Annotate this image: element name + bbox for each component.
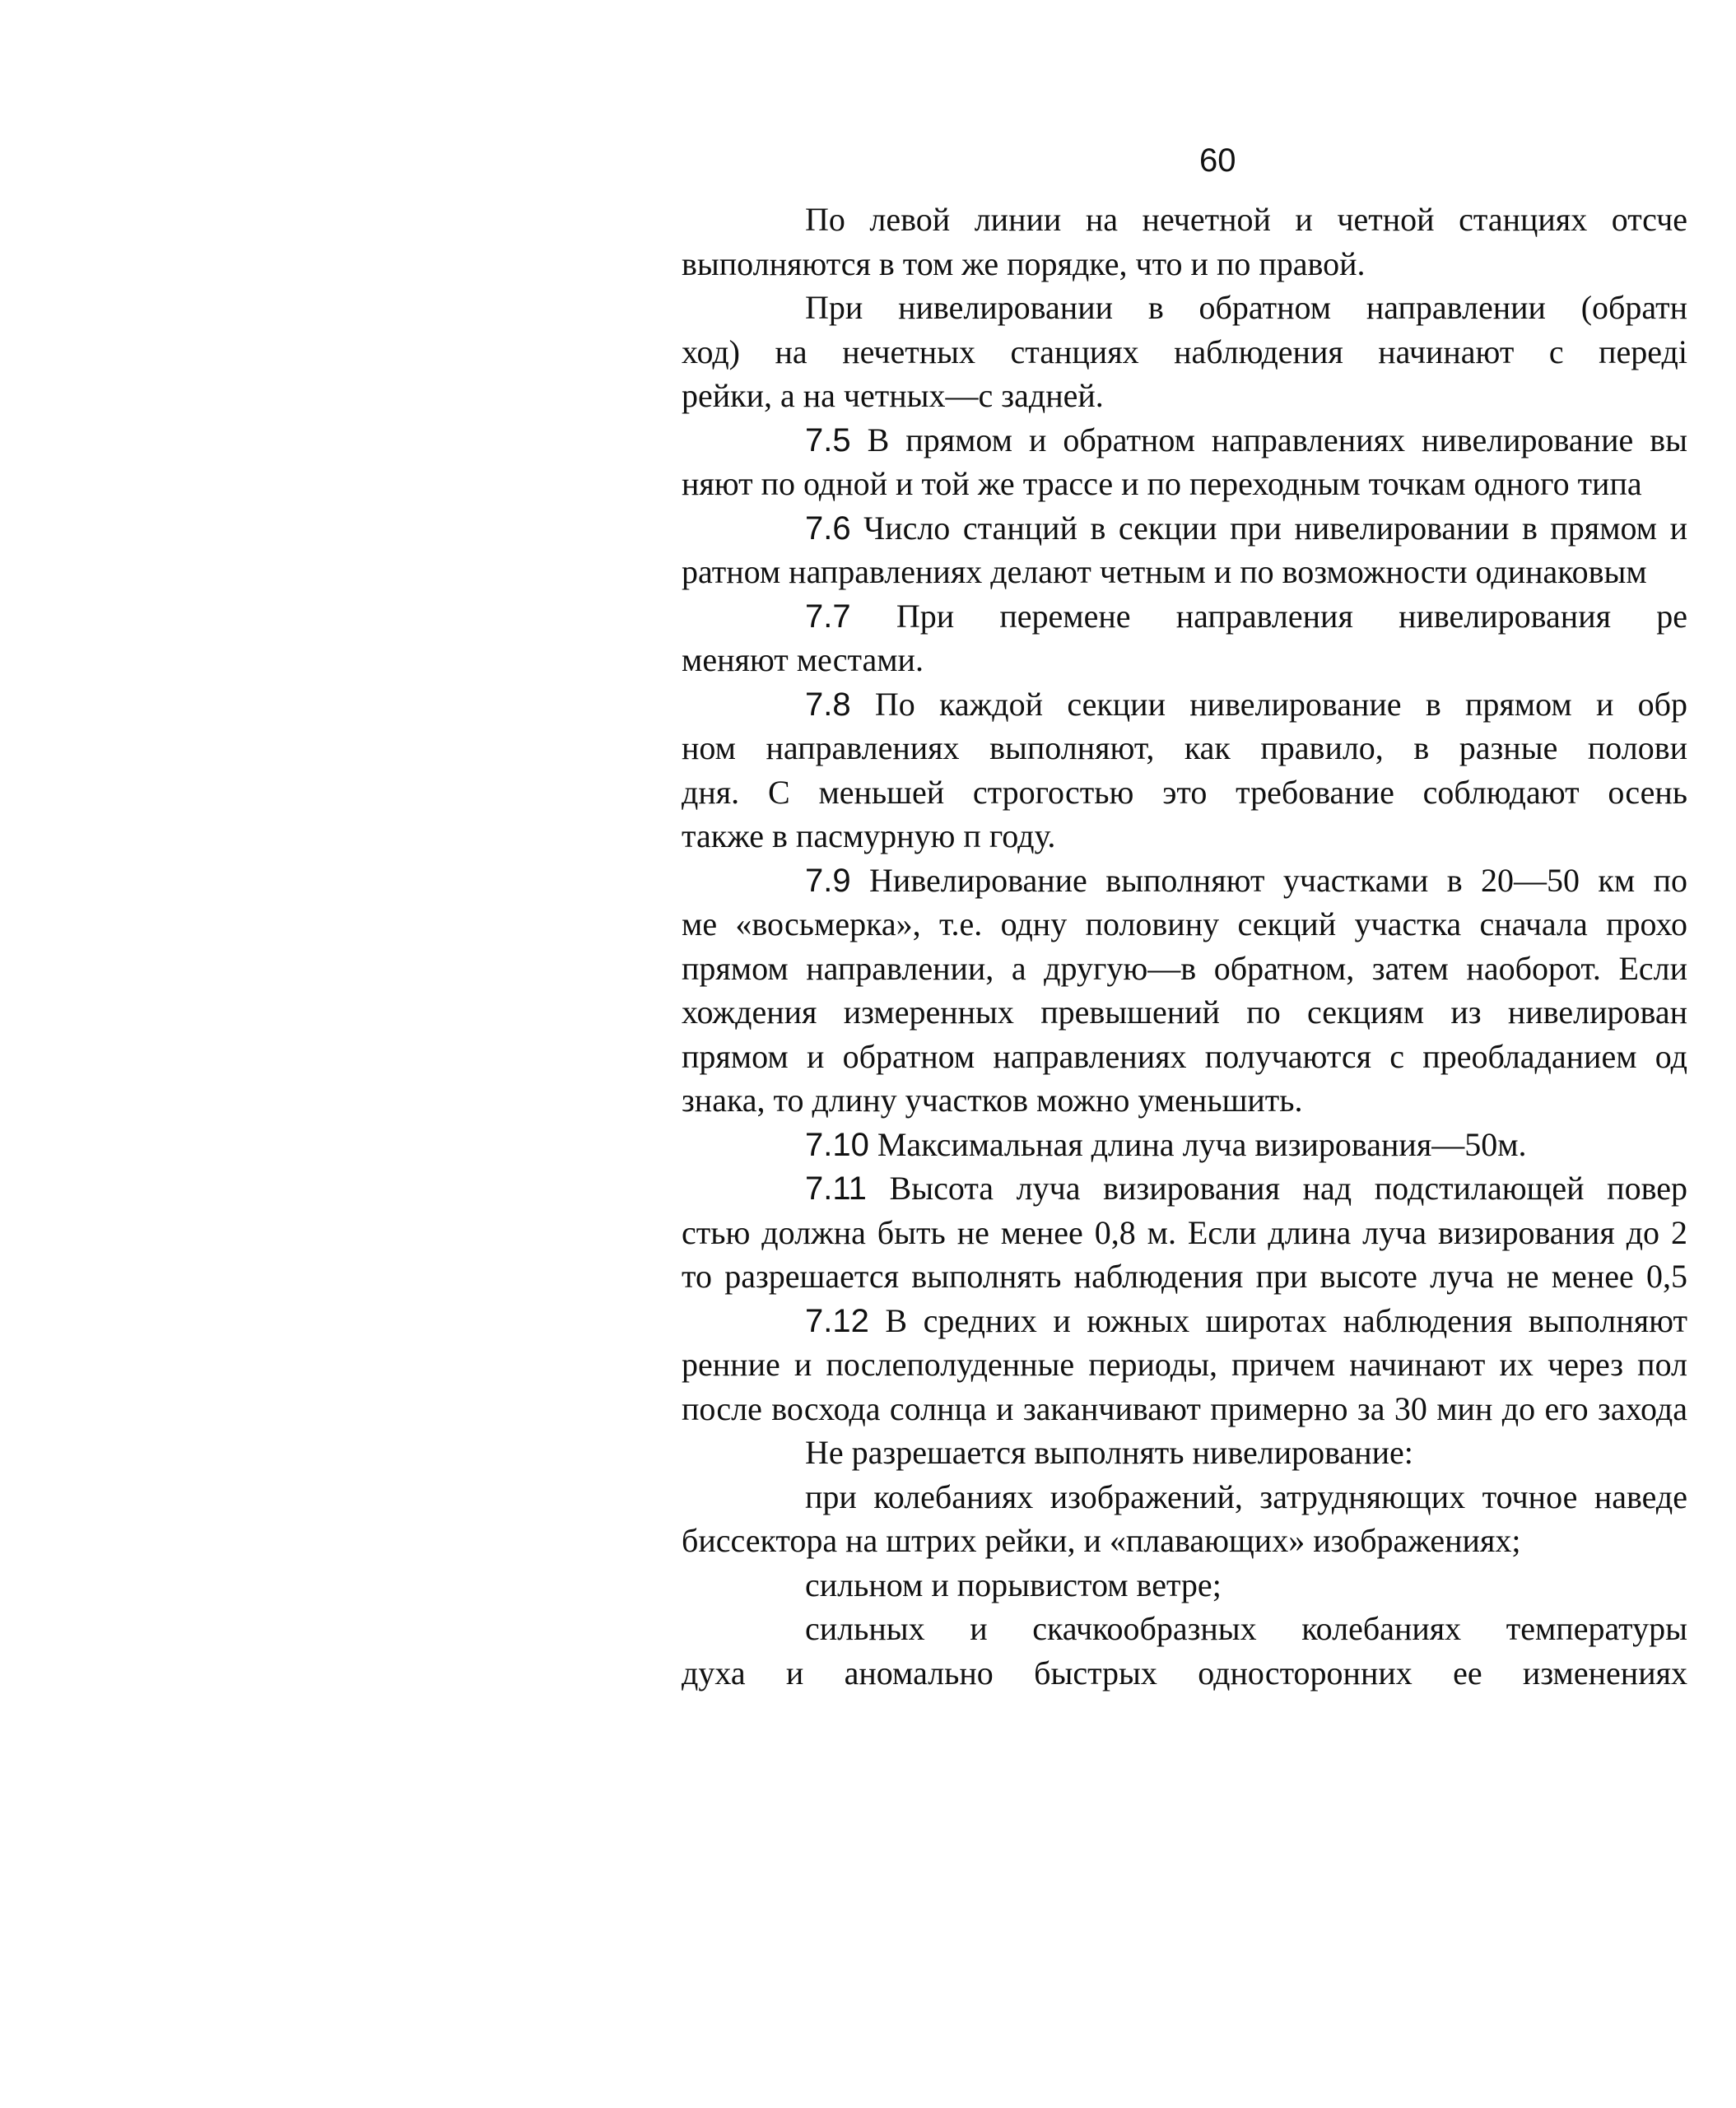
clause-number: 7.11 xyxy=(805,1170,867,1207)
text-line: ратном направлениях делают четным и по возможности одинаковым xyxy=(682,553,1647,590)
clause-number: 7.5 xyxy=(805,421,851,458)
text-line xyxy=(682,1123,1687,1167)
text-line: рейки, а на четных—с задней. xyxy=(682,377,1104,414)
clause-text: Максимальная длина луча визирования—50м. xyxy=(877,1125,1527,1163)
text-line: меняют местами. xyxy=(682,641,924,678)
paragraph-left-line-readings xyxy=(682,198,1687,286)
page-number: 60 xyxy=(1199,142,1236,179)
clause-7-5 xyxy=(682,418,1687,506)
list-item-image-oscillation xyxy=(682,1475,1687,1563)
clause-text: Число станций в секции при нивелировании в прямом и xyxy=(863,509,1687,547)
clause-7-7 xyxy=(682,594,1687,682)
clause-text: По каждой секции нивелирование в прямом и обр xyxy=(874,685,1687,723)
text-line xyxy=(682,1299,1687,1343)
text-line: При нивелировании в обратном направлении (обратн xyxy=(805,289,1687,326)
text-line: биссектора на штрих рейки, и «плавающих» изображениях; xyxy=(682,1522,1521,1559)
text-line: духа и аномально быстрых односторонних ее изменениях xyxy=(682,1654,1687,1692)
paragraph-not-allowed xyxy=(682,1431,1687,1475)
text-line: По левой линии на нечетной и четной станциях отсче xyxy=(805,201,1687,238)
text-line: также в пасмурную п году. xyxy=(682,817,1056,854)
clause-number: 7.8 xyxy=(805,686,851,723)
text-line xyxy=(682,682,1687,727)
clause-number: 7.10 xyxy=(805,1126,869,1163)
text-line: после восхода солнца и заканчивают примерно за 30 мин до его захода xyxy=(682,1389,1687,1427)
clause-7-10 xyxy=(682,1123,1687,1167)
clause-7-6 xyxy=(682,506,1687,594)
list-item-strong-wind xyxy=(682,1563,1687,1608)
text-line: знака, то длину участков можно уменьшить. xyxy=(682,1082,1303,1119)
clause-text: В средних и южных широтах наблюдения выполняют xyxy=(885,1301,1687,1339)
text-line: то разрешается выполнять наблюдения при высоте луча не менее 0,5 xyxy=(682,1258,1687,1295)
text-line: ход) на нечетных станциях наблюдения начинают с переді xyxy=(682,333,1687,370)
text-line: ренние и послеполуденные периоды, причем начинают их через пол xyxy=(682,1346,1687,1383)
clause-7-11 xyxy=(682,1166,1687,1299)
body-text xyxy=(682,198,1687,1720)
clause-7-9 xyxy=(682,859,1687,1123)
clause-text: Нивелирование выполняют участками в 20—50 км по xyxy=(869,861,1687,899)
text-line: при колебаниях изображений, затрудняющих точное наведе xyxy=(805,1477,1687,1515)
text-line: выполняются в том же порядке, что и по правой. xyxy=(682,244,1366,282)
clause-number: 7.9 xyxy=(805,862,851,899)
clause-text: Высота луча визирования над подстилающей повер xyxy=(889,1170,1687,1207)
clause-number: 7.7 xyxy=(805,598,851,635)
text-line xyxy=(682,859,1687,903)
clause-text: В прямом и обратном направлениях нивелирование вы xyxy=(867,421,1687,458)
text-line: прямом и обратном направлениях получаются с преобладанием од xyxy=(682,1037,1687,1075)
text-line: дня. С меньшей строгостью это требование соблюдают осень xyxy=(682,773,1687,811)
text-line xyxy=(682,594,1687,639)
clause-7-12 xyxy=(682,1299,1687,1431)
text-line: Не разрешается выполнять нивелирование: xyxy=(805,1434,1413,1471)
text-line xyxy=(682,418,1687,463)
text-line: няют по одной и той же трассе и по переходным точкам одного типа xyxy=(682,465,1642,502)
text-line: сильных и скачкообразных колебаниях температуры xyxy=(805,1610,1687,1647)
clause-7-8 xyxy=(682,682,1687,859)
text-line: прямом направлении, а другую—в обратном, затем наоборот. Если xyxy=(682,949,1687,987)
clause-number: 7.6 xyxy=(805,510,851,547)
text-line: сильном и порывистом ветре; xyxy=(805,1566,1222,1603)
text-line: ме «восьмерка», т.е. одну половину секций участка сначала прохо xyxy=(682,905,1687,942)
text-line: стью должна быть не менее 0,8 м. Если длина луча визирования до 2 xyxy=(682,1213,1687,1251)
paragraph-reverse-direction xyxy=(682,286,1687,418)
text-line xyxy=(682,506,1687,551)
text-line: хождения измеренных превышений по секциям из нивелирован xyxy=(682,994,1687,1031)
text-line: ном направлениях выполняют, как правило, в разные полови xyxy=(682,729,1687,766)
clause-text: При перемене направления нивелирования ре xyxy=(896,597,1687,635)
list-item-temperature xyxy=(682,1607,1687,1695)
text-line xyxy=(682,1166,1687,1211)
clause-number: 7.12 xyxy=(805,1302,869,1339)
